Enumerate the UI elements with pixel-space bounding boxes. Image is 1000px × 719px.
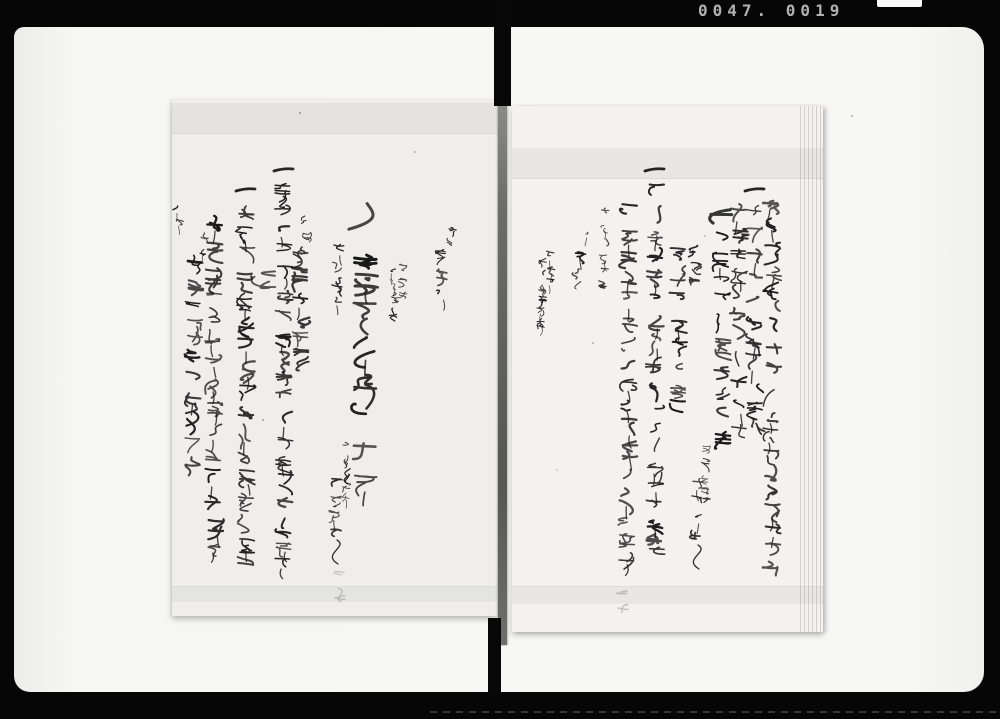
photographed-area [14, 27, 984, 692]
manuscript-page-right [512, 106, 823, 632]
film-edge-tab [877, 0, 922, 7]
manuscript-page-left [172, 100, 497, 616]
film-scratch-line [430, 711, 1000, 713]
page-fold-crease [172, 586, 497, 602]
frame-counter: 0047. 0019 [698, 1, 845, 20]
film-splice-bottom [488, 618, 501, 698]
film-splice-top [494, 0, 511, 106]
page-stack-edges [797, 106, 823, 632]
binding-gutter-shadow [498, 103, 507, 645]
page-fold-crease [512, 586, 823, 604]
page-fold-crease [512, 148, 823, 179]
page-fold-crease [172, 103, 497, 134]
